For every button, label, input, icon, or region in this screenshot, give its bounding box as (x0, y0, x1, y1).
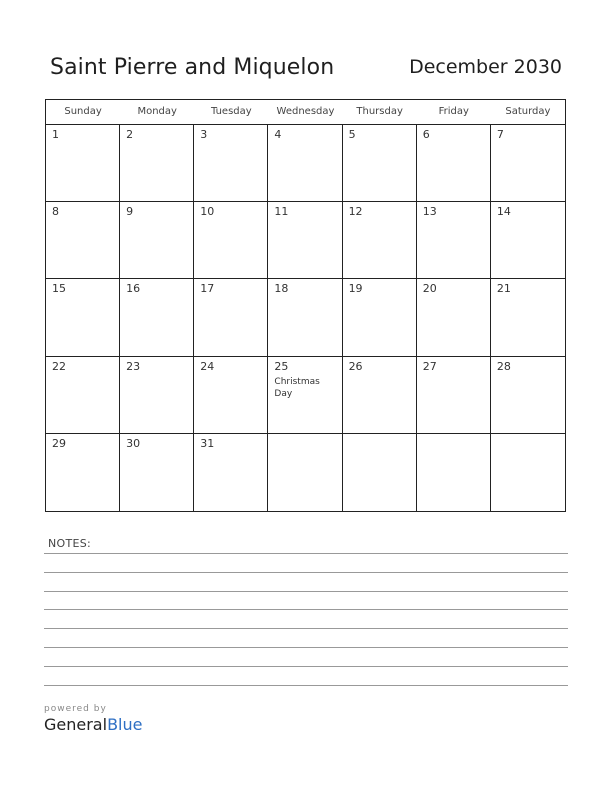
day-cell[interactable] (194, 125, 268, 202)
day-cell[interactable] (417, 279, 491, 356)
day-cell[interactable] (491, 357, 565, 434)
generalblue-logo (44, 715, 142, 734)
weekday-thursday: Thursday (356, 106, 403, 117)
day-number: 8 (52, 205, 59, 219)
calendar-grid (45, 99, 566, 512)
day-number: 27 (422, 359, 437, 373)
day-cell[interactable] (491, 279, 565, 356)
weekday-friday: Friday (438, 106, 469, 117)
day-cell[interactable] (491, 434, 565, 511)
day-cell[interactable] (46, 202, 120, 279)
day-number: 6 (422, 128, 430, 141)
note-line[interactable] (44, 572, 568, 573)
month-title: December 2030 (409, 56, 562, 78)
day-number: 9 (126, 205, 134, 219)
day-number: 10 (200, 205, 215, 219)
day-cell[interactable] (491, 125, 565, 202)
note-line[interactable] (44, 685, 568, 686)
weekday-sunday: Sunday (64, 106, 102, 117)
day-cell[interactable] (417, 434, 491, 511)
day-cell[interactable] (268, 434, 342, 511)
day-cell[interactable] (194, 434, 268, 511)
day-number: 1 (52, 128, 59, 141)
country-title: Saint Pierre and Miquelon (50, 55, 335, 80)
day-number: 21 (496, 282, 511, 296)
weekday-monday: Monday (137, 106, 177, 117)
day-number: 5 (348, 128, 356, 141)
day-cell[interactable] (343, 202, 417, 279)
day-number: 28 (496, 359, 511, 373)
day-number: 23 (126, 359, 141, 373)
day-cell[interactable] (268, 357, 342, 434)
day-cell[interactable] (491, 202, 565, 279)
day-cell[interactable] (120, 279, 194, 356)
day-cell[interactable] (46, 357, 120, 434)
day-cell[interactable] (268, 202, 342, 279)
day-number: 4 (274, 128, 282, 141)
day-cell[interactable] (417, 202, 491, 279)
day-cell[interactable] (46, 434, 120, 511)
note-line[interactable] (44, 553, 568, 554)
day-number: 31 (200, 436, 215, 450)
day-number: 30 (126, 436, 141, 450)
day-number: 25 (274, 359, 289, 373)
day-cell[interactable] (343, 357, 417, 434)
day-cell[interactable] (120, 357, 194, 434)
day-number: 20 (422, 282, 437, 296)
day-grid (46, 125, 565, 511)
logo-blue: Blue (107, 715, 143, 734)
note-line[interactable] (44, 647, 568, 648)
day-number: 29 (52, 436, 66, 450)
day-number: 24 (200, 359, 215, 373)
day-number: 19 (348, 282, 363, 296)
day-cell[interactable] (194, 202, 268, 279)
day-number: 13 (422, 205, 437, 219)
day-cell[interactable] (194, 279, 268, 356)
day-cell[interactable] (46, 125, 120, 202)
day-cell[interactable] (417, 357, 491, 434)
footer (44, 704, 142, 734)
weekday-header (46, 100, 565, 125)
day-cell[interactable] (417, 125, 491, 202)
day-cell[interactable] (120, 202, 194, 279)
day-number: 11 (274, 205, 289, 219)
day-number: 12 (348, 205, 363, 219)
day-cell[interactable] (268, 279, 342, 356)
note-line[interactable] (44, 591, 568, 592)
day-cell[interactable] (46, 279, 120, 356)
day-cell[interactable] (194, 357, 268, 434)
note-line[interactable] (44, 609, 568, 610)
day-number: 22 (52, 359, 66, 373)
weekday-tuesday: Tuesday (211, 106, 252, 117)
logo-general: General (44, 715, 108, 734)
day-cell[interactable] (343, 434, 417, 511)
weekday-wednesday: Wednesday (276, 106, 335, 117)
note-line[interactable] (44, 628, 568, 629)
day-cell[interactable] (268, 125, 342, 202)
day-cell[interactable] (343, 279, 417, 356)
day-cell[interactable] (120, 434, 194, 511)
day-number: 16 (126, 282, 141, 296)
powered-by-text: powered by (44, 704, 107, 714)
day-number: 18 (274, 282, 289, 296)
day-cell[interactable] (343, 125, 417, 202)
notes-label: NOTES: (48, 537, 92, 550)
day-cell[interactable] (120, 125, 194, 202)
note-line[interactable] (44, 666, 568, 667)
day-number: 2 (126, 128, 134, 141)
day-number: 26 (348, 359, 363, 373)
day-number: 3 (200, 128, 208, 141)
day-number: 15 (52, 282, 66, 296)
day-number: 7 (496, 128, 504, 141)
holiday-label: Christmas Day (274, 376, 320, 399)
day-number: 17 (200, 282, 215, 296)
day-number: 14 (496, 205, 511, 219)
weekday-saturday: Saturday (505, 106, 551, 117)
